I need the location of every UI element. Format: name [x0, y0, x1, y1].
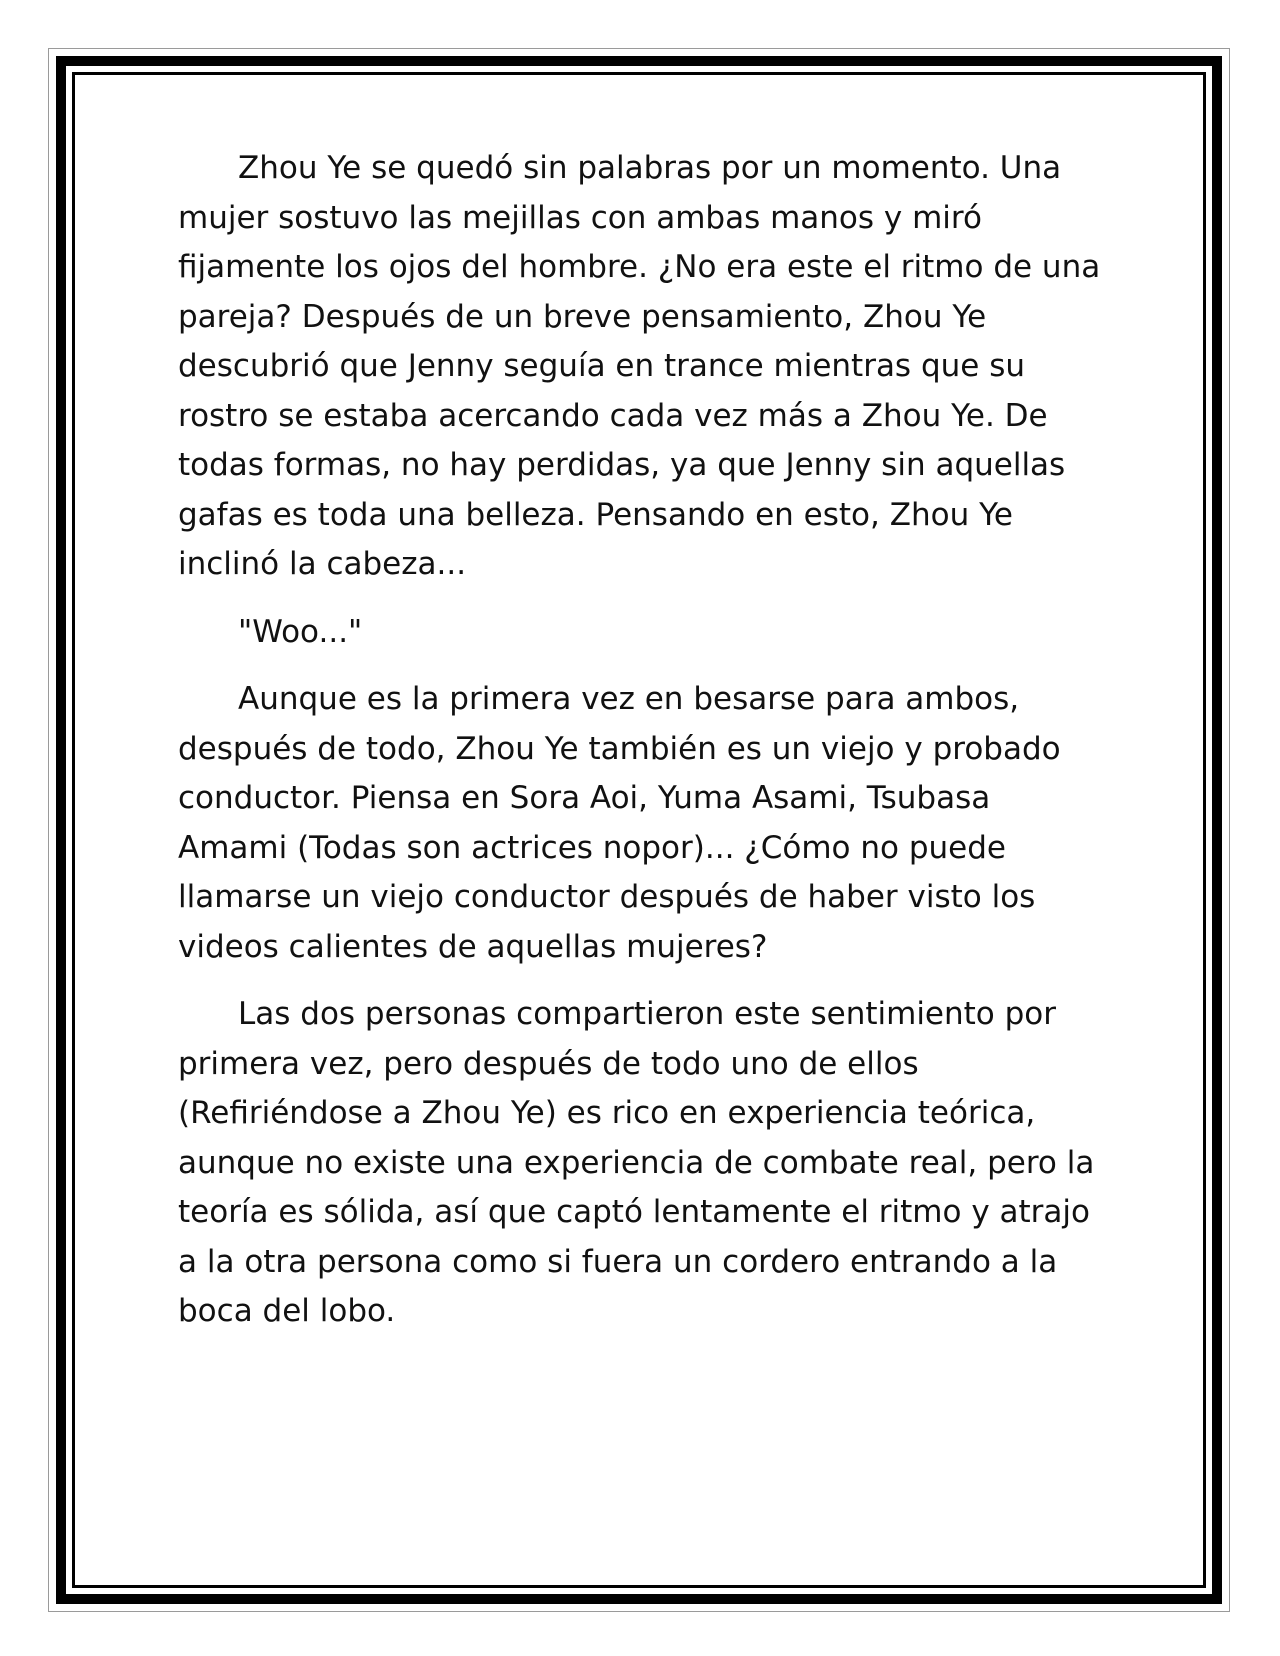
document-body [178, 144, 1108, 1355]
paragraph-4: Las dos personas compartieron este sentimiento por primera vez, pero después de todo uno de ellos (Refiriéndose a Zhou Ye) es rico en experiencia teórica, aunque no existe una experiencia de combate real, pero la teoría es sólida, así que captó lentamente el ritmo y atrajo a la otra persona como si fuera un cordero entrando a la boca del lobo. [178, 996, 1095, 1329]
paragraph-1: Zhou Ye se quedó sin palabras por un momento. Una mujer sostuvo las mejillas con ambas manos y miró fijamente los ojos del hombre. ¿No era este el ritmo de una pareja? Después de un breve pensamiento, Zhou Ye descubrió que Jenny seguía en trance mientras que su rostro se estaba acercando cada vez más a Zhou Ye. De todas formas, no hay perdidas, ya que Jenny sin aquellas gafas es toda una belleza. Pensando en esto, Zhou Ye inclinó la cabeza... [178, 150, 1101, 582]
paragraph-3: Aunque es la primera vez en besarse para ambos, después de todo, Zhou Ye también es un viejo y probado conductor. Piensa en Sora Aoi, Yuma Asami, Tsubasa Amami (Todas son actrices nopor)... ¿Cómo no puede llamarse un viejo conductor después de haber visto los videos calientes de aquellas mujeres? [178, 681, 1061, 965]
paragraph-2: "Woo..." [238, 613, 363, 650]
